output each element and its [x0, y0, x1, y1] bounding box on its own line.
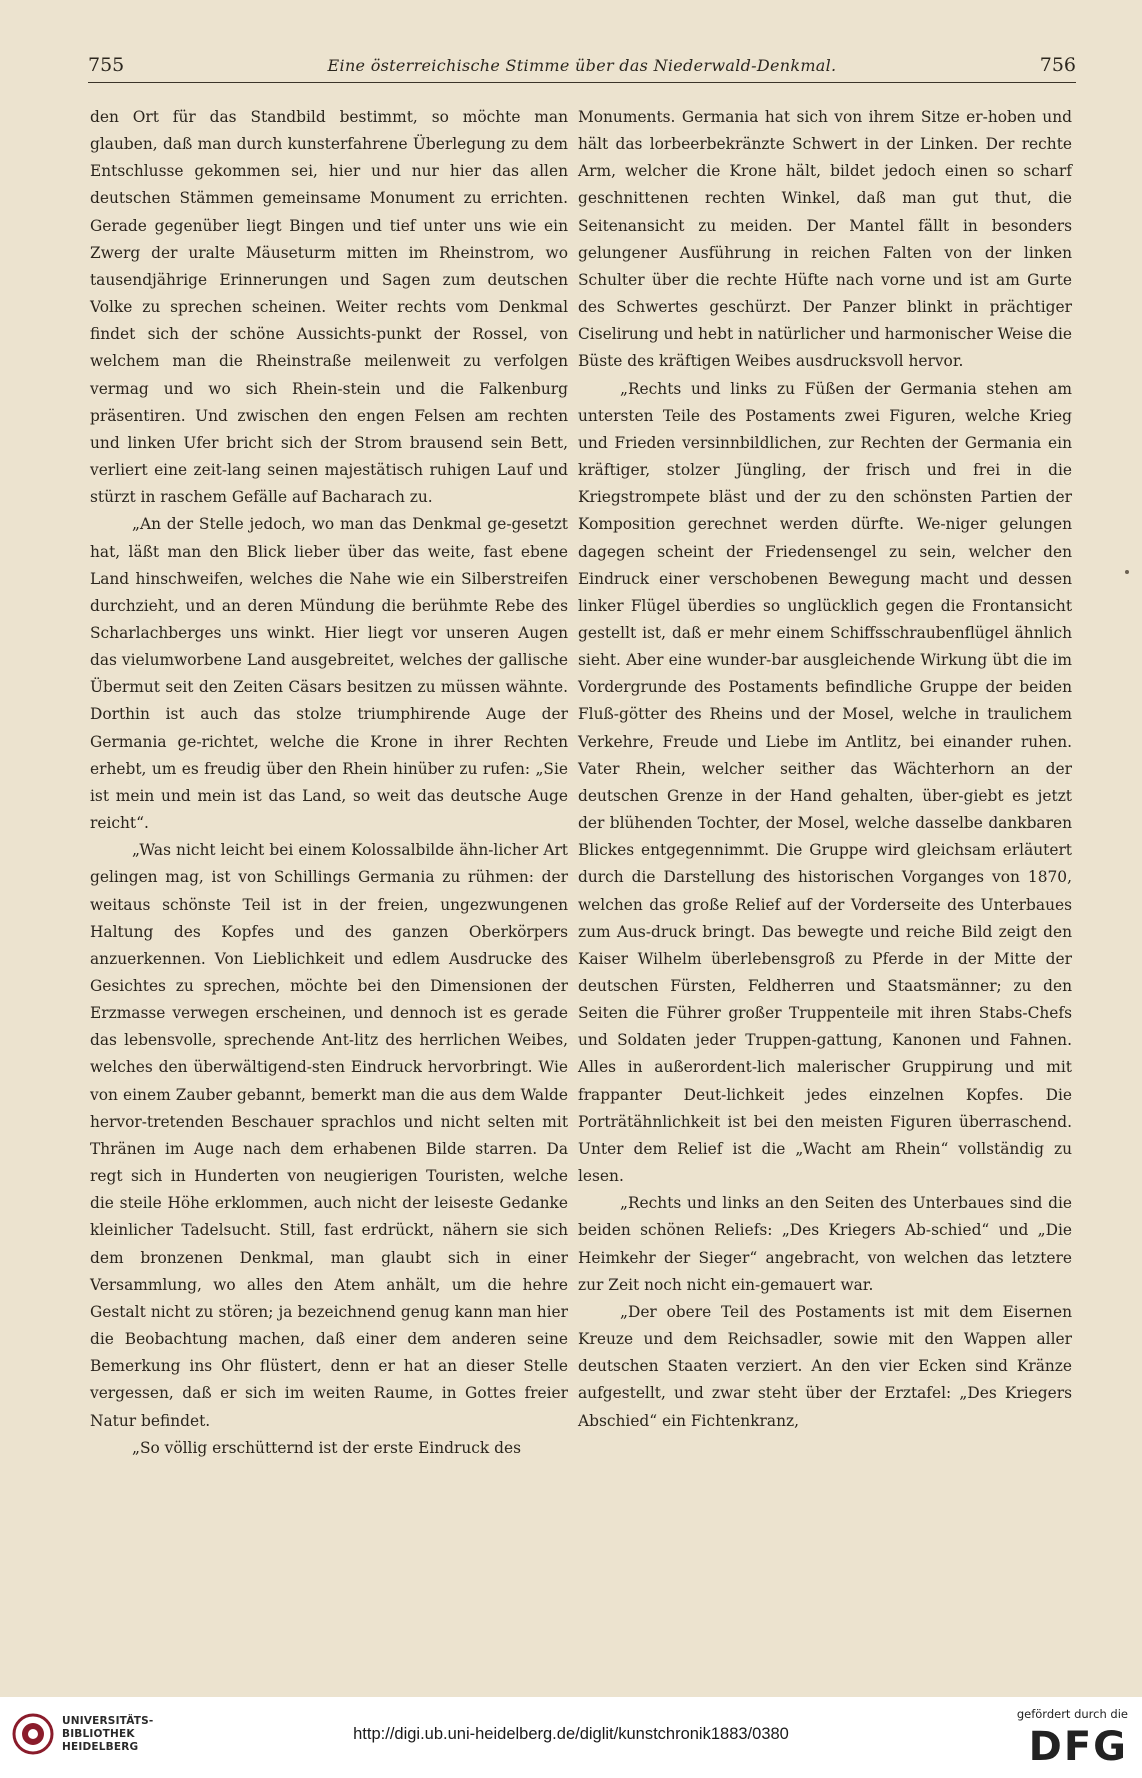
page-number-right: 756: [1039, 54, 1076, 76]
funded-by-label: gefördert durch die: [1016, 1707, 1128, 1721]
paragraph: „An der Stelle jedoch, wo man das Denkmal ge-gesetzt hat, läßt man den Blick lieber über das weite, fast ebene Land hinschweifen, welches die Nahe wie ein Silberstreifen durchzieht, und an deren Mündung die berühmte Rebe des Scharlachberges uns winkt. Hier liegt vor unseren Augen das vielumworbene Land ausgebreitet, welches der gallische Übermut seit den Zeiten Cäsars besitzen zu müssen wähnte. Dorthin ist auch das stolze triumphirende Auge der Germania ge-richtet, welche die Krone in ihrer Rechten erhebt, um es freudig über den Rhein hinüber zu rufen: „Sie ist mein und mein ist das Land, so weit das deutsche Auge reicht“.: [90, 515, 568, 833]
footer-bar: [0, 1697, 1142, 1778]
dfg-logo: DFG: [1028, 1724, 1128, 1770]
margin-dot: [1125, 570, 1129, 574]
permalink-url[interactable]: http://digi.ub.uni-heidelberg.de/diglit/kunstchronik1883/0380: [353, 1725, 789, 1743]
paragraph: den Ort für das Standbild bestimmt, so möchte man glauben, daß man durch kunsterfahrene Überlegung zu dem Entschlusse gekommen sei, hier und nur hier das allen deutschen Stämmen gemeinsame Monument zu errichten. Gerade gegenüber liegt Bingen und tief unter uns wie ein Zwerg der uralte Mäuseturm mitten im Rheinstrom, wo tausendjährige Erinnerungen und Sagen zum deutschen Volke zu sprechen scheinen. Weiter rechts vom Denkmal findet sich der schöne Aussichts-punkt der Rossel, von welchem man die Rheinstraße meilenweit zu verfolgen vermag und wo sich Rhein-stein und die Falkenburg präsentiren. Und zwischen den engen Felsen am rechten und linken Ufer bricht sich der Strom brausend sein Bett, verliert eine zeit-lang seinen majestätisch ruhigen Lauf und stürzt in raschem Gefälle auf Bacharach zu.: [90, 108, 568, 507]
running-head: [88, 52, 1076, 83]
paragraph: „Der obere Teil des Postaments ist mit dem Eisernen Kreuze und dem Reichsadler, sowie mit den Wappen aller deutschen Staaten verziert. An den vier Ecken sind Kränze aufgestellt, und zwar steht über der Erztafel: „Des Kriegers Abschied“ ein Fichtenkranz,: [578, 1302, 1072, 1430]
library-line: HEIDELBERG: [62, 1741, 139, 1753]
left-column: [90, 104, 568, 1462]
paragraph: „Rechts und links zu Füßen der Germania stehen am untersten Teile des Postaments zwei Figuren, welche Krieg und Frieden versinnbildlichen, zur Rechten der Germania ein kräftiger, stolzer Jüngling, der frisch und frei in die Kriegstrompete bläst und der zu den schönsten Partien der Komposition gerechnet werden dürfte. We-niger gelungen dagegen scheint der Friedensengel zu sein, welcher den Eindruck einer verschobenen Bewegung macht und dessen linker Flügel überdies so unglücklich gegen die Frontansicht gestellt ist, daß er mehr einem Schiffsschraubenflügel ähnlich sieht. Aber eine wunder-bar ausgleichende Wirkung übt die im Vordergrunde des Postaments befindliche Gruppe der beiden Fluß-götter des Rheins und der Mosel, welche in traulichem Verkehre, Freude und Liebe im Antlitz, bei einander ruhen. Vater Rhein, welcher seither das Wächterhorn an der deutschen Grenze in der Hand gehalten, über-giebt es jetzt der blühenden Tochter, der Mosel, welche dasselbe dankbaren Blickes entgegennimmt. Die Gruppe wird gleichsam erläutert durch die Darstellung des historischen Vorganges von 1870, welchen das große Relief auf der Vorderseite des Unterbaues zum Aus-druck bringt. Das bewegte und reiche Bild zeigt den Kaiser Wilhelm überlebensgroß zu Pferde in der Mitte der deutschen Fürsten, Feldherren und Staatsmänner; zu den Seiten die Führer großer Truppenteile mit ihren Stabs-Chefs und Soldaten jeder Truppen-gattung, Kanonen und Fahnen. Alles in außerordent-lich malerischer Gruppirung und mit frappanter Deut-lichkeit jedes einzelnen Kopfes. Die Porträtähnlichkeit ist bei den meisten Figuren überraschend. Unter dem Relief ist die „Wacht am Rhein“ vollständig zu lesen.: [578, 379, 1072, 1186]
running-title: Eine österreichische Stimme über das Niederwald-Denkmal.: [327, 56, 837, 75]
paragraph: „So völlig erschütternd ist der erste Eindruck des: [132, 1438, 521, 1457]
library-line: UNIVERSITÄTS-: [62, 1715, 154, 1727]
page-number-left: 755: [88, 54, 125, 76]
paragraph: „Rechts und links an den Seiten des Unterbaues sind die beiden schönen Reliefs: „Des Kriegers Ab-schied“ und „Die Heimkehr der Sieger“ angebracht, von welchen das letztere zur Zeit noch nicht ein-gemauert war.: [578, 1194, 1072, 1294]
library-line: BIBLIOTHEK: [62, 1728, 135, 1740]
paragraph: Monuments. Germania hat sich von ihrem Sitze er-hoben und hält das lorbeerbekränzte Schwert in der Linken. Der rechte Arm, welcher die Krone hält, bildet jedoch einen so scharf geschnittenen rechten Winkel, daß man gut thut, die Seitenansicht zu meiden. Der Mantel fällt in besonders gelungener Ausführung in reichen Falten von der linken Schulter über die rechte Hüfte nach vorne und ist am Gurte des Schwertes geschürzt. Der Panzer blinkt in prächtiger Ciselirung und hebt in natürlicher und harmonischer Weise die Büste des kräftigen Weibes ausdrucksvoll hervor.: [578, 108, 1072, 371]
paragraph: „Was nicht leicht bei einem Kolossalbilde ähn-licher Art gelingen mag, ist von Schillings Germania zu rühmen: der weitaus schönste Teil ist in der freien, ungezwungenen Haltung des Kopfes und des ganzen Oberkörpers anzuerkennen. Von Lieblichkeit und edlem Ausdrucke des Gesichtes zu sprechen, möchte bei den Dimensionen der Erzmasse verwegen erscheinen, und dennoch ist es gerade das lebensvolle, sprechende Ant-litz des herrlichen Weibes, welches den überwältigend-sten Eindruck hervorbringt. Wie von einem Zauber gebannt, bemerkt man die aus dem Walde hervor-tretenden Beschauer sprachlos und nicht selten mit Thränen im Auge nach dem erhabenen Bilde starren. Da regt sich in Hunderten von neugierigen Touristen, welche die steile Höhe erklommen, auch nicht der leiseste Gedanke kleinlicher Tadelsucht. Still, fast erdrückt, nähern sie sich dem bronzenen Denkmal, man glaubt sich in einer Versammlung, wo alles den Atem anhält, um die hehre Gestalt nicht zu stören; ja bezeichnend genug kann man hier die Beobachtung machen, daß einer dem anderen seine Bemerkung ins Ohr flüstert, denn er hat an dieser Stelle vergessen, daß er sich im weiten Raume, in Gottes freier Natur befindet.: [90, 841, 568, 1430]
right-column: [578, 104, 1072, 1435]
